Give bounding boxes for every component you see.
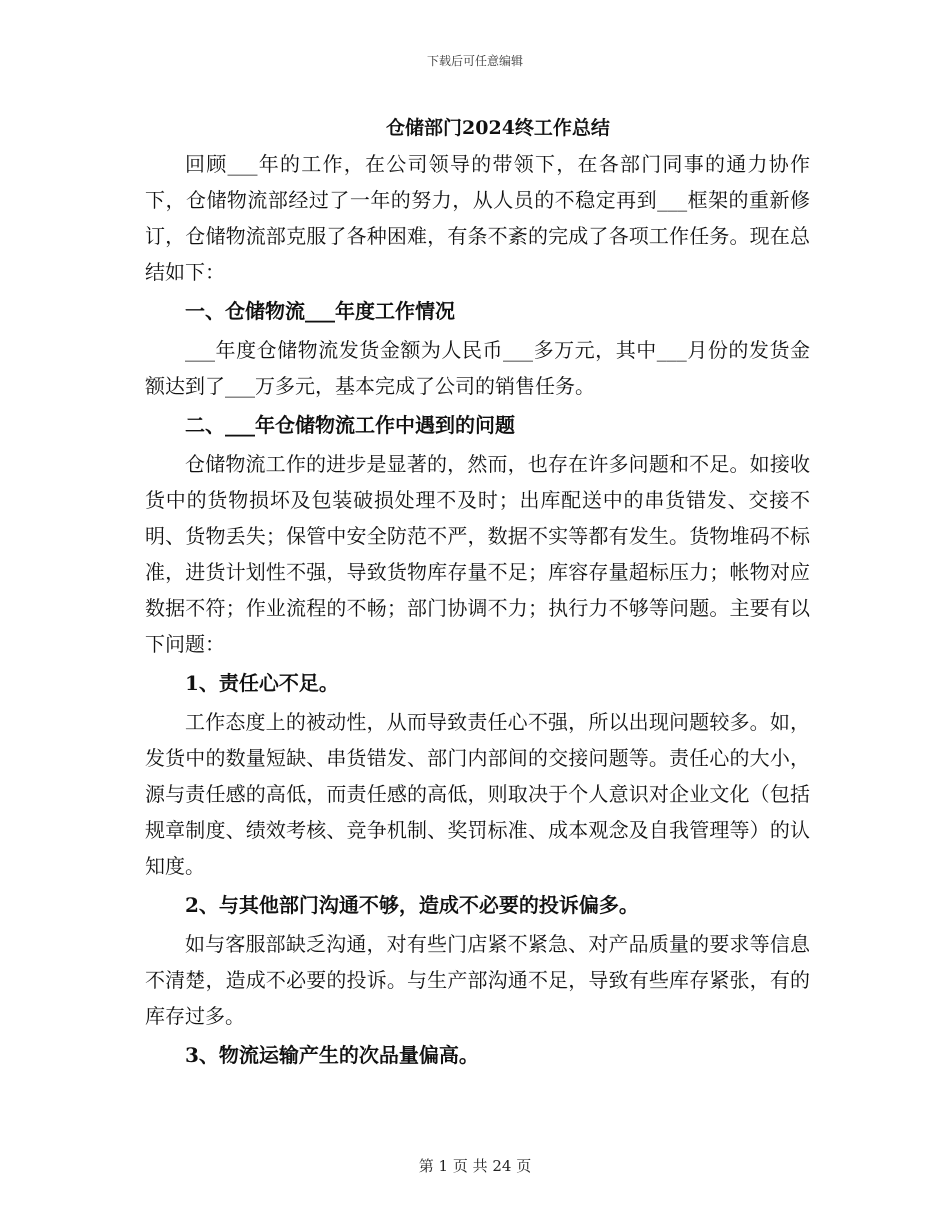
section-1-paragraph: ___年度仓储物流发货金额为人民币___多万元，其中___月份的发货金额达到了___万多元，基本完成了公司的销售任务。: [145, 338, 810, 398]
intro-paragraph: 回顾___年的工作，在公司领导的带领下，在各部门同事的通力协作下，仓储物流部经过了一年的努力，从人员的不稳定再到___框架的重新修订，仓储物流部克服了各种困难，有条不紊的完成了各项工作任务。现在总结如下：: [145, 152, 810, 284]
document-body: [145, 146, 810, 1076]
section-2-paragraph: 仓储物流工作的进步是显著的，然而，也存在许多问题和不足。如接收货中的货物损坏及包装破损处理不及时；出库配送中的串货错发、交接不明、货物丢失；保管中安全防范不严，数据不实等都有发生。货物堆码不标准，进货计划性不强，导致货物库存量不足；库容存量超标压力；帐物对应数据不符；作业流程的不畅；部门协调不力；执行力不够等问题。主要有以下问题：: [145, 452, 810, 656]
section-heading-2: 二、___年仓储物流工作中遇到的问题: [185, 413, 515, 437]
subheading-2: 2、与其他部门沟通不够，造成不必要的投诉偏多。: [185, 893, 639, 917]
subheading-1-paragraph: 工作态度上的被动性，从而导致责任心不强，所以出现问题较多。如，发货中的数量短缺、串货错发、部门内部间的交接问题等。责任心的大小，源与责任感的高低，而责任感的高低，则取决于个人意识对企业文化（包括规章制度、绩效考核、竞争机制、奖罚标准、成本观念及自我管理等）的认知度。: [145, 710, 810, 878]
subheading-3: 3、物流运输产生的次品量偏高。: [185, 1043, 479, 1067]
document-title: 仓储部门2024终工作总结: [386, 117, 610, 139]
page-number: 第 1 页 共 24 页: [418, 1157, 532, 1175]
page-header-note: 下载后可任意编辑: [426, 54, 523, 68]
subheading-1: 1、责任心不足。: [185, 671, 339, 695]
section-heading-1: 一、仓储物流___年度工作情况: [185, 299, 455, 323]
subheading-2-paragraph: 如与客服部缺乏沟通，对有些门店紧不紧急、对产品质量的要求等信息不清楚，造成不必要的投诉。与生产部沟通不足，导致有些库存紧张，有的库存过多。: [145, 932, 810, 1028]
